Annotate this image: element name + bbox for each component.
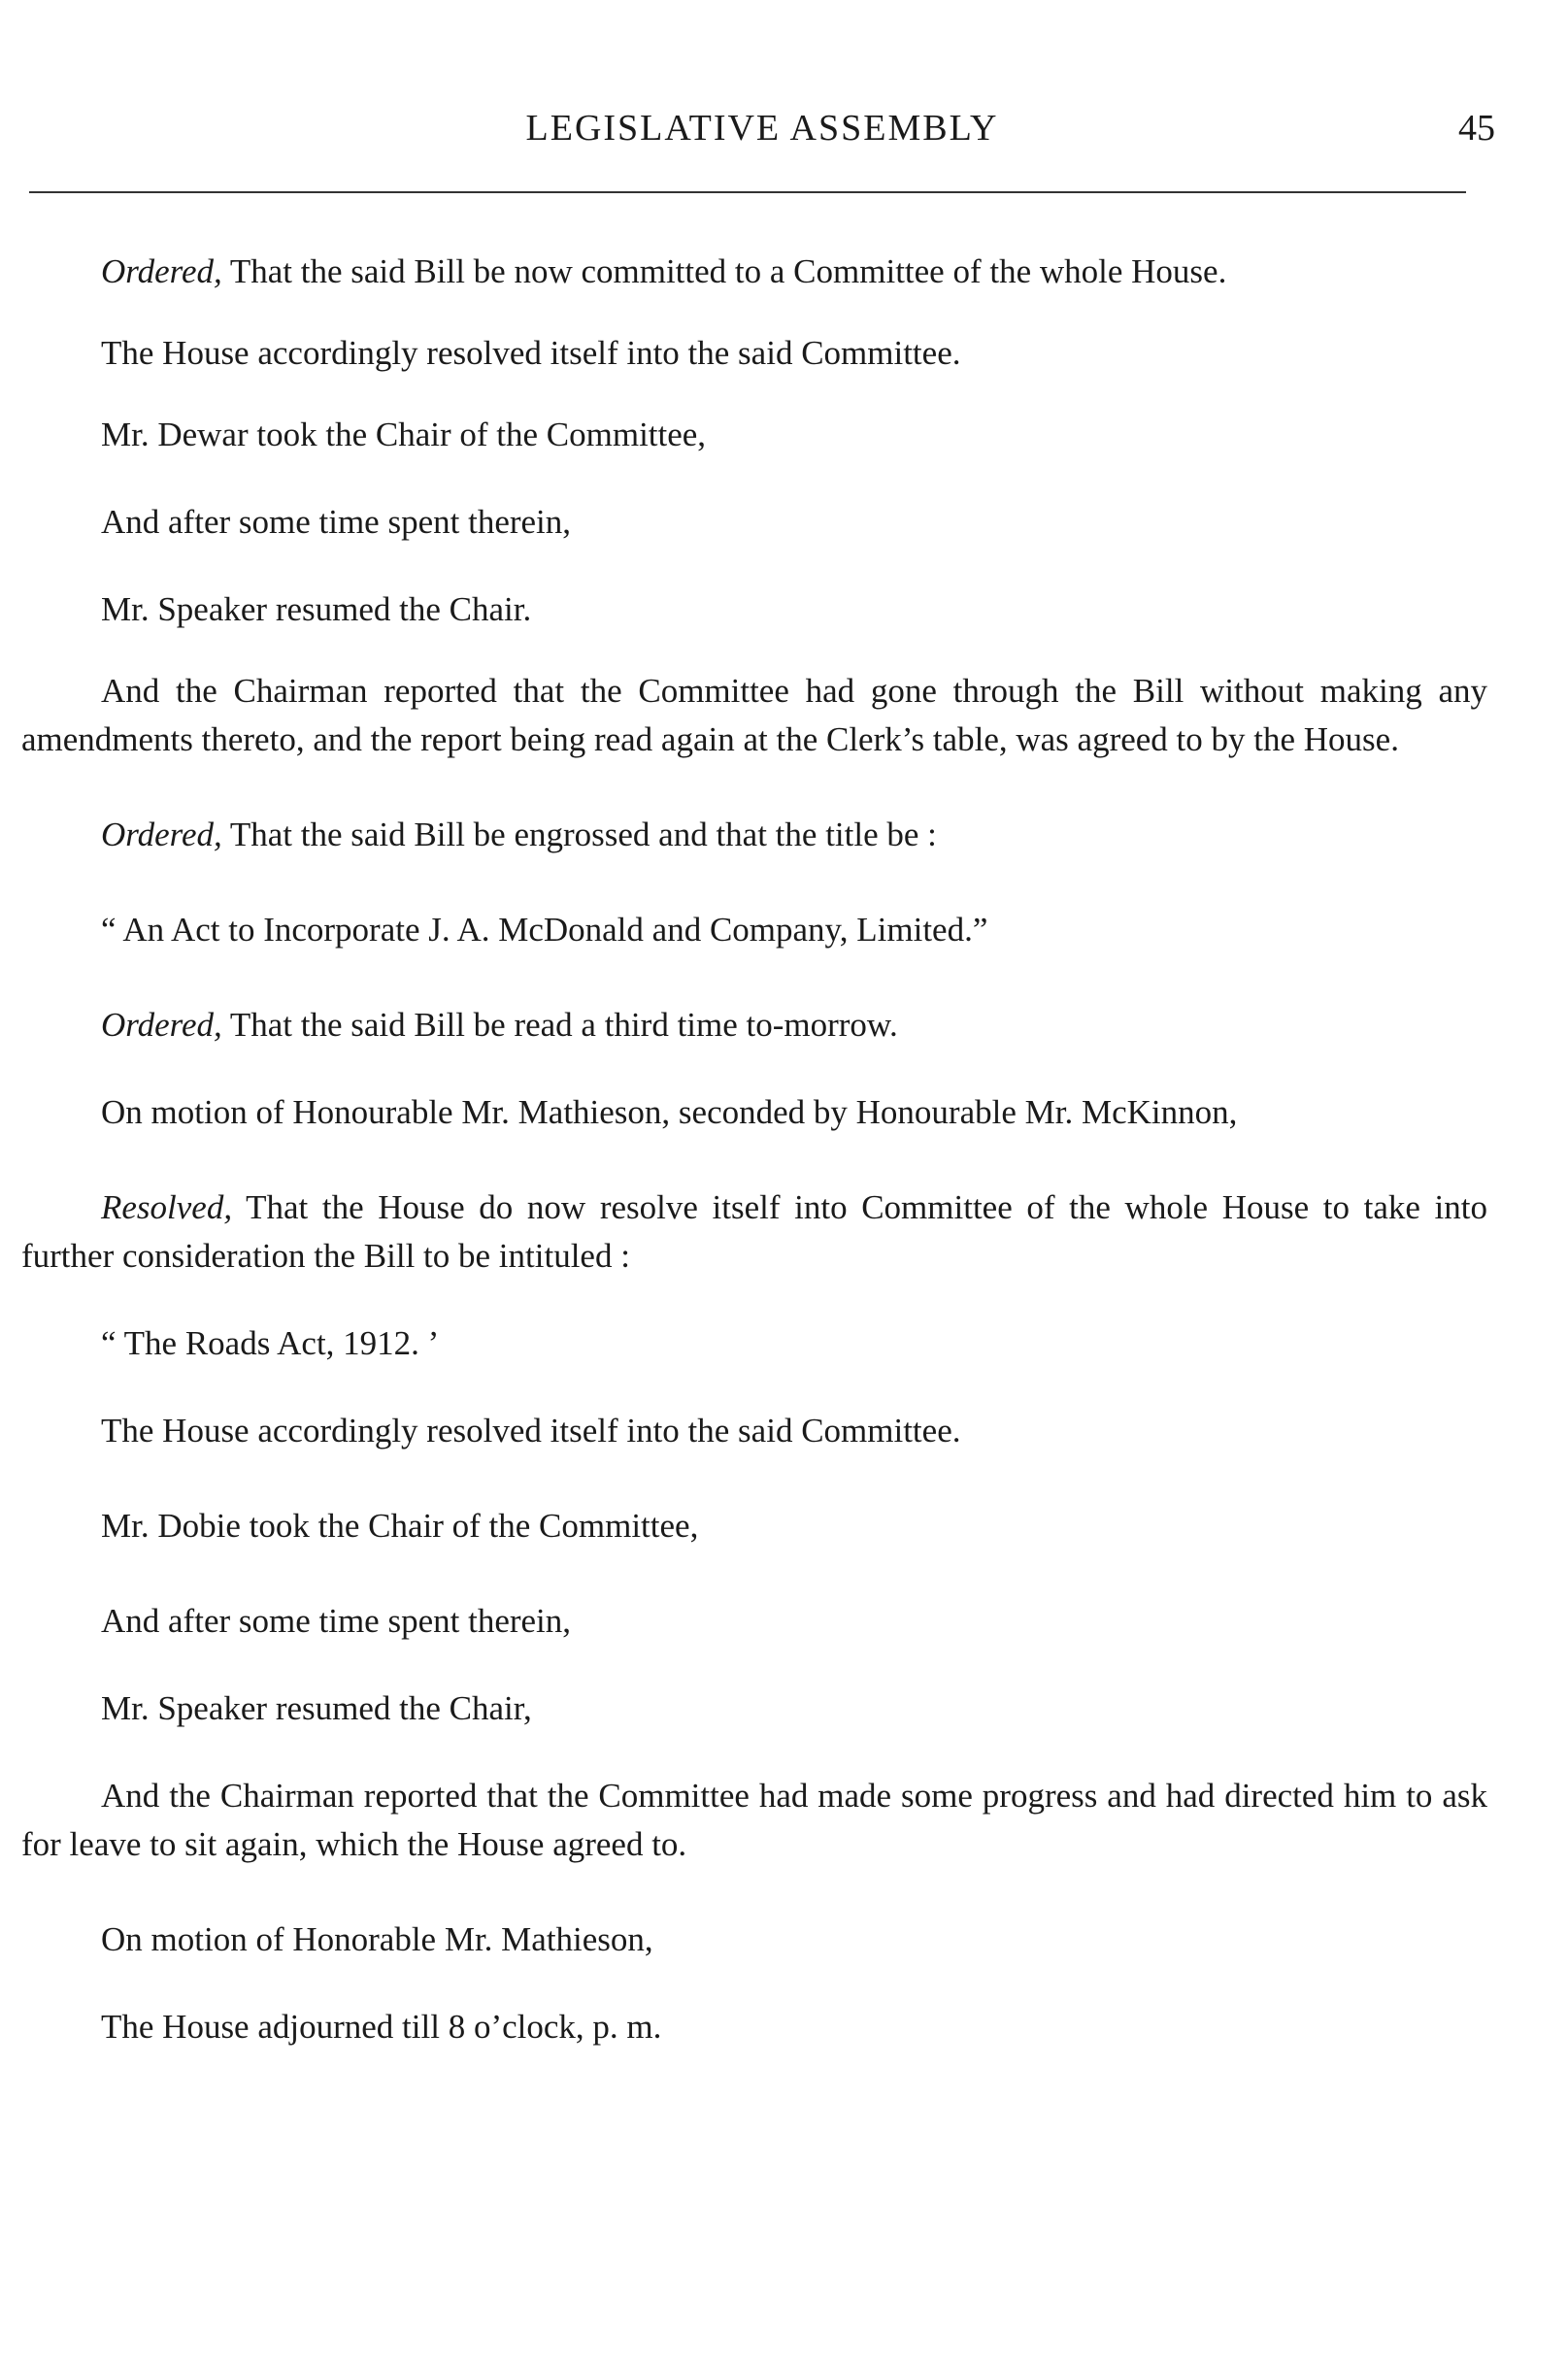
paragraph-text: On motion of Honorable Mr. Mathieson,: [101, 1920, 653, 1958]
paragraph-text: That the said Bill be now committed to a Committee of the whole House.: [229, 252, 1227, 290]
header-rule: [29, 191, 1466, 193]
paragraph-lead: Resolved,: [101, 1188, 233, 1226]
paragraph: [21, 1916, 1487, 1964]
paragraph: [21, 811, 1487, 859]
paragraph: [21, 1001, 1487, 1050]
paragraph: [21, 585, 1487, 634]
running-title: LEGISLATIVE ASSEMBLY: [525, 108, 999, 149]
paragraph-text: And after some time spent therein,: [101, 1602, 572, 1640]
paragraph-lead: Ordered,: [101, 1006, 222, 1044]
paragraph-text: On motion of Honourable Mr. Mathieson, seconded by Honourable Mr. McKinnon,: [101, 1093, 1238, 1131]
paragraph-text: Mr. Dewar took the Chair of the Committee,: [101, 416, 707, 453]
paragraph-text: That the House do now resolve itself into Committee of the whole House to take into further consideration the Bill to be intituled :: [21, 1188, 1487, 1275]
paragraph: [21, 1502, 1487, 1550]
paragraph: [21, 1597, 1487, 1646]
paragraph-text: “ An Act to Incorporate J. A. McDonald and Company, Limited.”: [101, 911, 988, 949]
paragraph: [21, 248, 1487, 296]
paragraph: [21, 1772, 1487, 1869]
page-header: [29, 107, 1495, 165]
paragraph-text: “ The Roads Act, 1912. ’: [101, 1324, 440, 1362]
paragraph: [21, 329, 1487, 378]
paragraph-text: And after some time spent therein,: [101, 503, 572, 541]
paragraph-lead: Ordered,: [101, 816, 222, 853]
paragraph-text: That the said Bill be read a third time to-morrow.: [229, 1006, 898, 1044]
paragraph: [21, 498, 1487, 547]
paragraph: [21, 411, 1487, 459]
paragraph: [21, 1183, 1487, 1281]
paragraph-text: That the said Bill be engrossed and that the title be :: [229, 816, 937, 853]
paragraph: [21, 1684, 1487, 1733]
paragraph-text: The House accordingly resolved itself into the said Committee.: [101, 1412, 961, 1450]
paragraph: [21, 667, 1487, 764]
paragraph: [21, 1407, 1487, 1455]
paragraph: [21, 1088, 1487, 1137]
paragraph-text: Mr. Speaker resumed the Chair.: [101, 590, 532, 628]
paragraph-text: The House adjourned till 8 o’clock, p. m.: [101, 2008, 662, 2046]
paragraph-text: The House accordingly resolved itself into the said Committee.: [101, 334, 961, 372]
paragraph-lead: Ordered,: [101, 252, 222, 290]
paragraph-text: And the Chairman reported that the Committee had gone through the Bill without making any amendments thereto, and the report being read again at the Clerk’s table, was agreed to by the House.: [21, 672, 1487, 758]
paragraph-text: And the Chairman reported that the Committee had made some progress and had directed him to ask for leave to sit again, which the House agreed to.: [21, 1777, 1487, 1863]
paragraph: [21, 1319, 1487, 1368]
page-number: 45: [1458, 108, 1495, 149]
paragraph: [21, 906, 1487, 954]
paragraph-text: Mr. Speaker resumed the Chair,: [101, 1689, 532, 1727]
paragraph-text: Mr. Dobie took the Chair of the Committee,: [101, 1507, 699, 1545]
page-body: [21, 248, 1487, 2051]
paragraph: [21, 2003, 1487, 2051]
